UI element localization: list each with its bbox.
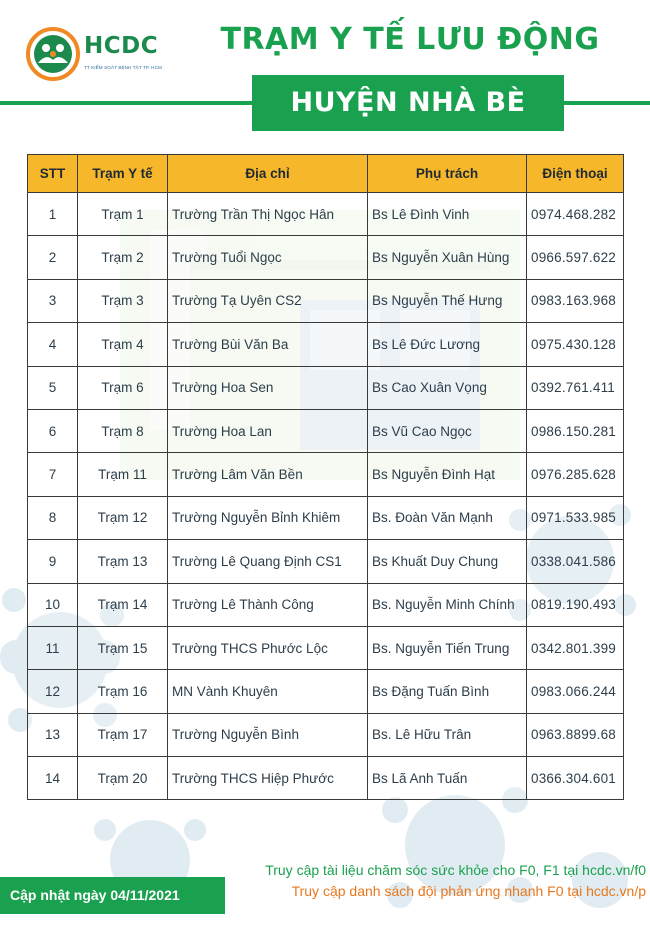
cell-station: Trạm 17 xyxy=(78,713,168,756)
cell-phone[interactable]: 0975.430.128 xyxy=(527,323,624,366)
cell-station: Trạm 11 xyxy=(78,453,168,496)
cell-phone[interactable]: 0983.066.244 xyxy=(527,670,624,713)
cell-station: Trạm 8 xyxy=(78,409,168,452)
cell-address: Trường Nguyễn Bình xyxy=(168,713,368,756)
district-banner: HUYỆN NHÀ BÈ xyxy=(252,75,564,131)
cell-phone[interactable]: 0966.597.622 xyxy=(527,236,624,279)
update-date-badge: Cập nhật ngày 04/11/2021 xyxy=(0,877,225,914)
cell-address: MN Vành Khuyên xyxy=(168,670,368,713)
cell-address: Trường Tạ Uyên CS2 xyxy=(168,279,368,322)
cell-phone[interactable]: 0986.150.281 xyxy=(527,409,624,452)
cell-stt: 13 xyxy=(28,713,78,756)
cell-stt: 7 xyxy=(28,453,78,496)
cell-phone[interactable]: 0974.468.282 xyxy=(527,193,624,236)
cell-in-charge: Bs. Nguyễn Tiến Trung xyxy=(368,626,527,669)
table-row xyxy=(28,713,624,756)
cell-address: Trường Tuổi Ngọc xyxy=(168,236,368,279)
cell-phone[interactable]: 0819.190.493 xyxy=(527,583,624,626)
cell-in-charge: Bs Nguyễn Đình Hạt xyxy=(368,453,527,496)
cell-address: Trường Nguyễn Bỉnh Khiêm xyxy=(168,496,368,539)
table-body xyxy=(28,193,624,800)
cell-stt: 12 xyxy=(28,670,78,713)
cell-stt: 5 xyxy=(28,366,78,409)
cell-in-charge: Bs Lê Đình Vinh xyxy=(368,193,527,236)
column-header-phone: Điện thoại xyxy=(527,155,624,193)
cell-in-charge: Bs Cao Xuân Vọng xyxy=(368,366,527,409)
logo-subtitle: TT KIỂM SOÁT BỆNH TẬT TP. HCM xyxy=(84,65,162,70)
cell-station: Trạm 3 xyxy=(78,279,168,322)
cell-station: Trạm 14 xyxy=(78,583,168,626)
table-row xyxy=(28,583,624,626)
table-row xyxy=(28,626,624,669)
cell-in-charge: Bs Lê Đức Lương xyxy=(368,323,527,366)
cell-phone[interactable]: 0976.285.628 xyxy=(527,453,624,496)
cell-station: Trạm 4 xyxy=(78,323,168,366)
table-row xyxy=(28,453,624,496)
cell-phone[interactable]: 0342.801.399 xyxy=(527,626,624,669)
cell-in-charge: Bs. Nguyễn Minh Chính xyxy=(368,583,527,626)
cell-address: Trường Bùi Văn Ba xyxy=(168,323,368,366)
cell-stt: 11 xyxy=(28,626,78,669)
table-row xyxy=(28,236,624,279)
cell-phone[interactable]: 0983.163.968 xyxy=(527,279,624,322)
hcdc-logo xyxy=(26,27,176,85)
cell-station: Trạm 16 xyxy=(78,670,168,713)
station-table-container xyxy=(27,154,623,800)
footer-f0-docs-link[interactable]: Truy cập tài liệu chăm sóc sức khỏe cho F0, F1 tại hcdc.vn/f0 xyxy=(265,862,646,878)
cell-phone[interactable]: 0963.8899.68 xyxy=(527,713,624,756)
table-row xyxy=(28,279,624,322)
cell-station: Trạm 2 xyxy=(78,236,168,279)
hcdc-logo-emblem-icon xyxy=(26,27,80,81)
cell-address: Trường Hoa Lan xyxy=(168,409,368,452)
cell-in-charge: Bs Nguyễn Thế Hưng xyxy=(368,279,527,322)
cell-stt: 4 xyxy=(28,323,78,366)
cell-address: Trường Lâm Văn Bền xyxy=(168,453,368,496)
column-header-station: Trạm Y tế xyxy=(78,155,168,193)
cell-address: Trường THCS Hiệp Phước xyxy=(168,757,368,800)
cell-station: Trạm 20 xyxy=(78,757,168,800)
cell-phone[interactable]: 0392.761.411 xyxy=(527,366,624,409)
cell-in-charge: Bs Lã Anh Tuấn xyxy=(368,757,527,800)
table-row xyxy=(28,366,624,409)
cell-stt: 2 xyxy=(28,236,78,279)
table-row xyxy=(28,193,624,236)
table-row xyxy=(28,757,624,800)
cell-address: Trường Lê Quang Định CS1 xyxy=(168,540,368,583)
table-header-row xyxy=(28,155,624,193)
table-row xyxy=(28,540,624,583)
cell-station: Trạm 15 xyxy=(78,626,168,669)
cell-stt: 3 xyxy=(28,279,78,322)
cell-stt: 1 xyxy=(28,193,78,236)
table-row xyxy=(28,670,624,713)
cell-in-charge: Bs. Đoàn Văn Mạnh xyxy=(368,496,527,539)
station-table xyxy=(27,154,624,800)
cell-in-charge: Bs Đặng Tuấn Bình xyxy=(368,670,527,713)
cell-address: Trường Lê Thành Công xyxy=(168,583,368,626)
column-header-address: Địa chỉ xyxy=(168,155,368,193)
cell-stt: 10 xyxy=(28,583,78,626)
cell-in-charge: Bs Nguyễn Xuân Hùng xyxy=(368,236,527,279)
cell-address: Trường THCS Phước Lộc xyxy=(168,626,368,669)
table-row xyxy=(28,409,624,452)
cell-stt: 8 xyxy=(28,496,78,539)
logo-name: HCDC xyxy=(84,33,159,59)
cell-in-charge: Bs. Lê Hữu Trân xyxy=(368,713,527,756)
cell-in-charge: Bs Vũ Cao Ngọc xyxy=(368,409,527,452)
cell-phone[interactable]: 0338.041.586 xyxy=(527,540,624,583)
cell-stt: 9 xyxy=(28,540,78,583)
table-row xyxy=(28,323,624,366)
column-header-stt: STT xyxy=(28,155,78,193)
cell-stt: 14 xyxy=(28,757,78,800)
cell-phone[interactable]: 0366.304.601 xyxy=(527,757,624,800)
column-header-in-charge: Phụ trách xyxy=(368,155,527,193)
cell-station: Trạm 1 xyxy=(78,193,168,236)
cell-station: Trạm 12 xyxy=(78,496,168,539)
cell-station: Trạm 6 xyxy=(78,366,168,409)
footer-rapid-response-link[interactable]: Truy cập danh sách đội phản ứng nhanh F0 tại hcdc.vn/p xyxy=(291,883,646,899)
cell-stt: 6 xyxy=(28,409,78,452)
table-row xyxy=(28,496,624,539)
cell-phone[interactable]: 0971.533.985 xyxy=(527,496,624,539)
page-title: TRẠM Y TẾ LƯU ĐỘNG xyxy=(220,22,600,57)
cell-address: Trường Hoa Sen xyxy=(168,366,368,409)
cell-station: Trạm 13 xyxy=(78,540,168,583)
cell-in-charge: Bs Khuất Duy Chung xyxy=(368,540,527,583)
cell-address: Trường Trần Thị Ngọc Hân xyxy=(168,193,368,236)
